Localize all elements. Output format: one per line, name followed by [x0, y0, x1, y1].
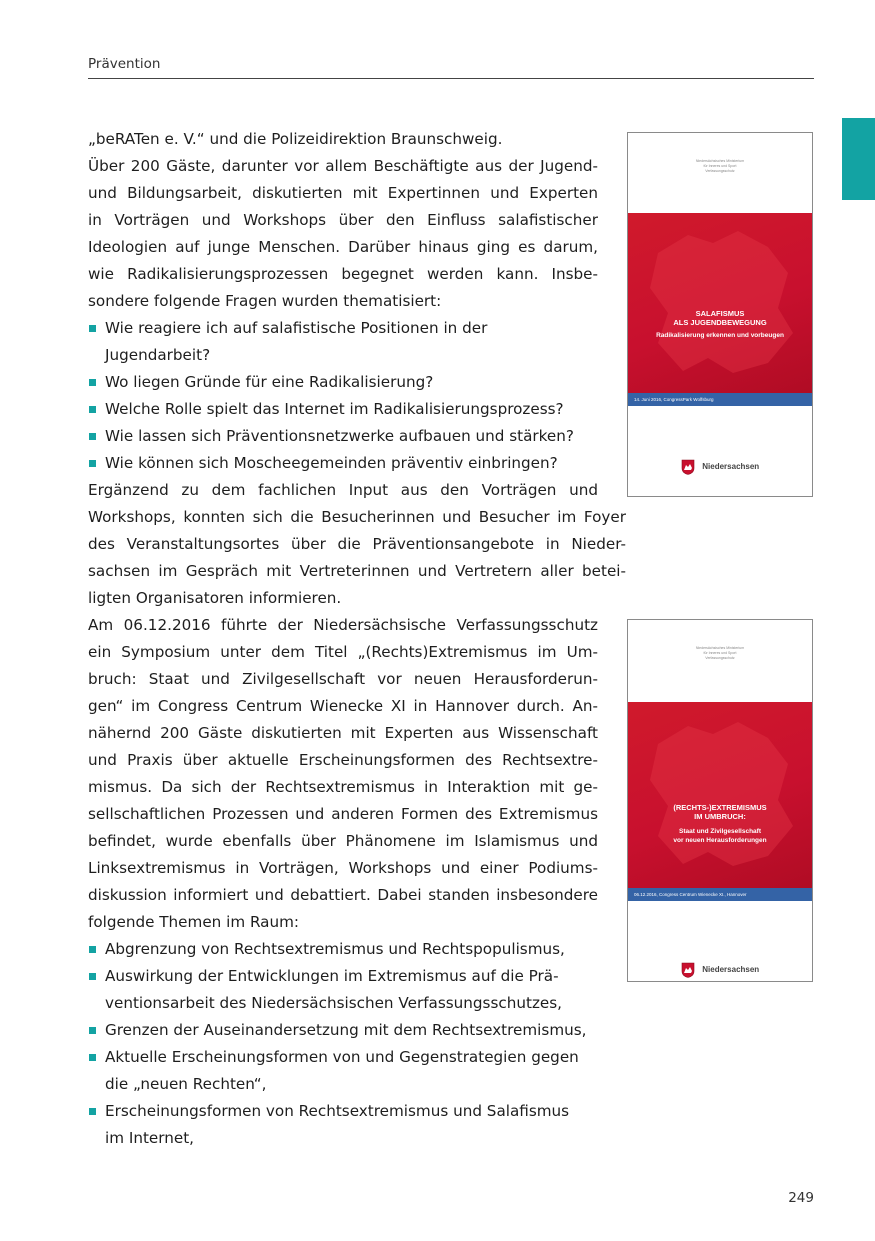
lower-saxony-map-icon — [628, 702, 812, 888]
text-line: „beRATen e. V.“ und die Polizeidirektion Braunschweig. — [88, 130, 503, 148]
text-line: sellschaftlichen Prozessen und anderen Formen des Extremismus — [88, 805, 598, 823]
flyer-title: SALAFISMUS ALS JUGENDBEWEGUNG — [673, 309, 767, 327]
flyer-subtitle: Radikalisierung erkennen und vorbeugen — [656, 332, 784, 339]
body-text — [88, 126, 626, 1152]
text-line: Ergänzend zu dem fachlichen Input aus den Vorträgen und — [88, 481, 598, 499]
text-line: nähernd 200 Gäste diskutierten mit Experten aus Wissenschaft — [88, 724, 598, 742]
flyer-subtitle: Staat und Zivilgesellschaft vor neuen Herausforderungen — [673, 828, 767, 844]
page-number: 249 — [788, 1190, 814, 1206]
flyer-red-panel — [628, 213, 812, 393]
running-title: Prävention — [88, 56, 161, 72]
text-line: befindet, wurde ebenfalls über Phänomene im Islamismus und — [88, 832, 598, 850]
bullet-item: Erscheinungsformen von Rechtsextremismus und Salafismus — [88, 1098, 615, 1125]
bullet-item: Grenzen der Auseinandersetzung mit dem Rechtsextremismus, — [88, 1017, 615, 1044]
bullet-continuation: Jugendarbeit? — [105, 346, 211, 364]
coat-of-arms-icon — [681, 962, 695, 978]
coat-of-arms-icon — [681, 459, 695, 475]
bullet-item: Welche Rolle spielt das Internet im Radikalisierungsprozess? — [88, 396, 615, 423]
text-line: und Bildungsarbeit, diskutierten mit Expertinnen und Experten — [88, 184, 598, 202]
flyer-date-band: 06.12.2016, Congress Centrum Wienecke XI., Hannover — [628, 888, 812, 901]
header-rule — [88, 78, 814, 79]
text-line: sondere folgende Fragen wurden thematisiert: — [88, 292, 442, 310]
flyer-ministry-text: Niedersächsisches Ministerium für Inneres und Sport Verfassungsschutz — [695, 159, 745, 173]
bullet-item: Abgrenzung von Rechtsextremismus und Rechtspopulismus, — [88, 936, 615, 963]
bullet-continuation: im Internet, — [105, 1129, 194, 1147]
text-line: ein Symposium unter dem Titel „(Rechts)Extremismus im Um- — [88, 643, 598, 661]
text-line: bruch: Staat und Zivilgesellschaft vor neuen Herausforderun- — [88, 670, 598, 688]
text-line: wie Radikalisierungsprozessen begegnet werden kann. Insbe- — [88, 265, 598, 283]
text-line: des Veranstaltungsortes über die Präventionsangebote in Nieder- — [88, 535, 626, 553]
flyer-logo-text: Niedersachsen — [702, 965, 760, 975]
lower-saxony-map-icon — [628, 213, 812, 393]
bullet-item: Wo liegen Gründe für eine Radikalisierung? — [88, 369, 615, 396]
bullet-item: Wie reagiere ich auf salafistische Positionen in der — [88, 315, 615, 342]
text-line: mismus. Da sich der Rechtsextremismus in Interaktion mit ge- — [88, 778, 598, 796]
text-line: Über 200 Gäste, darunter vor allem Beschäftigte aus der Jugend- — [88, 157, 598, 175]
text-line: und Praxis über aktuelle Erscheinungsformen des Rechtsextre- — [88, 751, 598, 769]
flyer-salafismus-cover — [627, 132, 813, 497]
text-line: Ideologien auf junge Menschen. Darüber hinaus ging es darum, — [88, 238, 598, 256]
flyer-ministry-text: Niedersächsisches Ministerium für Inneres und Sport Verfassungsschutz — [695, 646, 745, 660]
text-line: in Vorträgen und Workshops über den Einfluss salafistischer — [88, 211, 598, 229]
flyer-logo — [628, 961, 812, 979]
text-line: Workshops, konnten sich die Besucherinnen und Besucher im Foyer — [88, 508, 626, 526]
bullet-item: Wie lassen sich Präventionsnetzwerke aufbauen und stärken? — [88, 423, 615, 450]
text-line: diskussion informiert und debattiert. Dabei standen insbesondere — [88, 886, 598, 904]
bullet-item: Aktuelle Erscheinungsformen von und Gegenstrategien gegen — [88, 1044, 615, 1071]
bullet-continuation: ventionsarbeit des Niedersächsischen Verfassungsschutzes, — [105, 994, 562, 1012]
text-line: Linksextremismus in Vorträgen, Workshops und einer Podiums- — [88, 859, 598, 877]
text-line: gen“ im Congress Centrum Wienecke XI in Hannover durch. An- — [88, 697, 598, 715]
bullet-item: Wie können sich Moscheegemeinden präventiv einbringen? — [88, 450, 615, 477]
text-line: Am 06.12.2016 führte der Niedersächsische Verfassungsschutz — [88, 616, 598, 634]
flyer-date-band: 14. Juni 2016, CongressPark Wolfsburg — [628, 393, 812, 406]
flyer-title: (RECHTS-)EXTREMISMUS IM UMBRUCH: — [673, 803, 767, 821]
flyer-rechtsextremismus-cover — [627, 619, 813, 982]
bullet-item: Auswirkung der Entwicklungen im Extremismus auf die Prä- — [88, 963, 615, 990]
chapter-thumb-tab — [842, 118, 875, 200]
text-line: sachsen im Gespräch mit Vertreterinnen und Vertretern aller betei- — [88, 562, 626, 580]
flyer-logo — [628, 458, 812, 476]
flyer-red-panel — [628, 702, 812, 888]
text-line: folgende Themen im Raum: — [88, 913, 300, 931]
text-line: ligten Organisatoren informieren. — [88, 589, 342, 607]
flyer-logo-text: Niedersachsen — [702, 462, 760, 472]
bullet-continuation: die „neuen Rechten“, — [105, 1075, 267, 1093]
